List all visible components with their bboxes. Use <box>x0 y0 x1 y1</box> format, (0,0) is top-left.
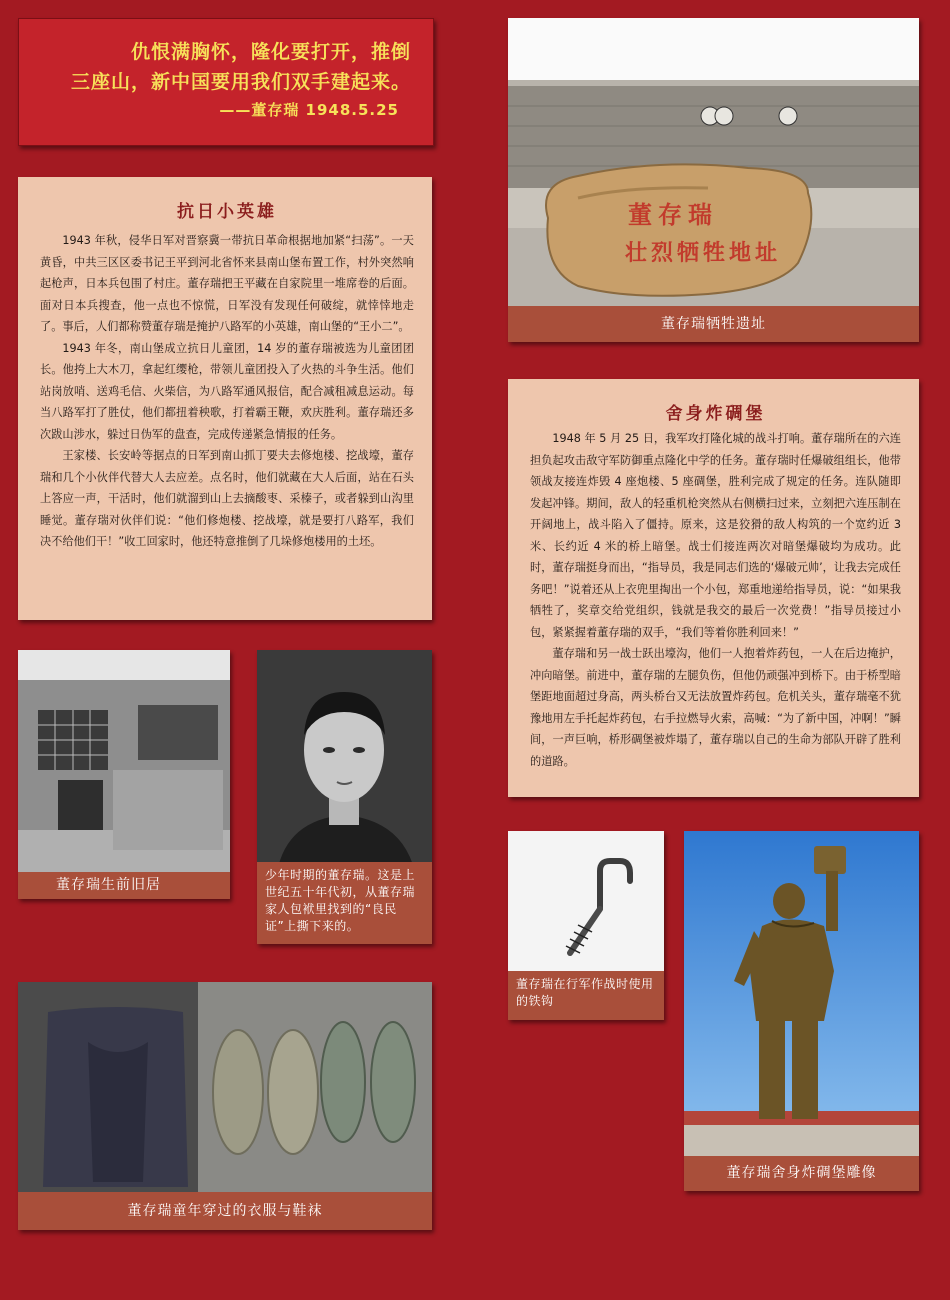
quote-attribution: ——董存瑞 1948.5.25 <box>219 101 399 119</box>
clothes-image <box>18 982 432 1192</box>
iron-hook-image <box>508 831 664 981</box>
clothes-caption: 董存瑞童年穿过的衣服与鞋袜 <box>18 1192 432 1230</box>
memorial-stone-image <box>508 18 919 306</box>
memorial-caption: 董存瑞牺牲遗址 <box>508 306 919 342</box>
hero-paragraph: 1943 年秋，侵华日军对晋察冀一带抗日革命根据地加紧“扫荡”。一天黄昏，中共三区区委书记王平到河北省怀来县南山堡布置工作，村外突然响起枪声，日本兵包围了村庄。董存瑞把王平藏在自家院里一堆席卷的后面。面对日本兵搜查，他一点也不惊慌，日军没有发现任何破绽，就悻悻地走了。事后，人们都称赞董存瑞是掩护八路军的小英雄，南山堡的“王小二”。 <box>40 234 414 333</box>
hero-paragraph: 1943 年冬，南山堡成立抗日儿童团，14 岁的董存瑞被选为儿童团团长。他挎上大木刀，拿起红缨枪，带领儿童团投入了火热的斗争生活。他们站岗放哨、送鸡毛信、火柴信，为八路军通风报信，配合减租减息运动。每当八路军打了胜仗，他们都扭着秧歌，打着霸王鞭，欢庆胜利。董存瑞还多次跋山涉水，躲过日伪军的盘查，完成传递紧急情报的任务。 <box>40 341 414 441</box>
engraving-name: 董存瑞 <box>628 200 718 229</box>
section-young-hero-title: 抗日小英雄 <box>177 202 277 222</box>
portrait-photo-frame <box>257 650 432 944</box>
portrait-image <box>257 650 432 872</box>
quote-banner <box>18 18 434 146</box>
hero-paragraph: 王家楼、长安岭等据点的日军到南山抓丁要夫去修炮楼、挖战壕，董存瑞和几个小伙伴代替大人去应差。点名时，他们就藏在大人后面，站在石头上答应一声，干活时，他们就溜到山上去摘酸枣、采榛子，或者躲到山沟里睡觉。董存瑞对伙伴们说：“他们修炮楼、挖战壕，就是要打八路军，我们决不给他们干！”收工回家时，他还特意推倒了几垛修炮楼用的土坯。 <box>40 449 414 548</box>
section-young-hero <box>18 177 432 620</box>
memorial-photo-frame <box>508 18 919 342</box>
quote-line-2: 三座山，新中国要用我们双手建起来。 <box>70 71 411 93</box>
old-home-caption: 董存瑞生前旧居 <box>18 872 230 899</box>
engraving-text: 壮烈牺牲地址 <box>624 240 782 266</box>
section-sacrifice <box>508 379 919 797</box>
clothes-photo-frame <box>18 982 432 1230</box>
sacrifice-paragraph: 1948 年 5 月 25 日，我军攻打隆化城的战斗打响。董存瑞所在的六连担负起攻击敌守军防御重点隆化中学的任务。董存瑞时任爆破组组长，他带领战友接连炸毁 4 座炮楼、5 座碉堡，胜利完成了规定的任务。连队随即发起冲锋。期间，敌人的轻重机枪突然从右侧横扫过来，立刻把六连压制在开阔地上，战斗陷入了僵持。原来，这是狡猾的敌人构筑的一个宽约近 3 米、长约近 4 米的桥上暗堡。战士们接连两次对暗堡爆破均为成功。此时，董存瑞挺身而出，“指导员，我是同志们选的‘爆破元帅’，让我去完成任务吧！”说着还从上衣兜里掏出一个小包，郑重地递给指导员，说：“如果我牺牲了，奖章交给党组织，钱就是我交的最后一次党费！”指导员接过小包，紧紧握着董存瑞的双手，“我们等着你胜利回来！” <box>530 432 901 639</box>
hook-photo-frame <box>508 831 664 1020</box>
section-sacrifice-title: 舍身炸碉堡 <box>665 404 766 424</box>
portrait-caption: 少年时期的董存瑞。这是上世纪五十年代初，从董存瑞家人包袱里找到的“良民证”上撕下来的。 <box>257 862 432 944</box>
statue-caption: 董存瑞舍身炸碉堡雕像 <box>684 1156 919 1191</box>
statue-photo-frame <box>684 831 919 1191</box>
sacrifice-paragraph: 董存瑞和另一战士跃出壕沟，他们一人抱着炸药包，一人在后边掩护，冲向暗堡。前进中，董存瑞的左腿负伤，但他仍顽强冲到桥下。由于桥型暗堡距地面超过身高，两头桥台又无法放置炸药包。危机关头，董存瑞毫不犹豫地用左手托起炸药包，右手拉燃导火索，高喊：“为了新中国，冲啊！”瞬间，一声巨响，桥形碉堡被炸塌了，董存瑞以自己的生命为部队开辟了胜利的道路。 <box>530 647 901 768</box>
old-home-image <box>18 650 230 872</box>
old-home-photo-frame <box>18 650 230 899</box>
statue-image <box>684 831 919 1156</box>
hook-caption: 董存瑞在行军作战时使用的铁钩 <box>508 971 664 1020</box>
quote-line-1: 仇恨满胸怀，隆化要打开，推倒 <box>130 41 411 63</box>
